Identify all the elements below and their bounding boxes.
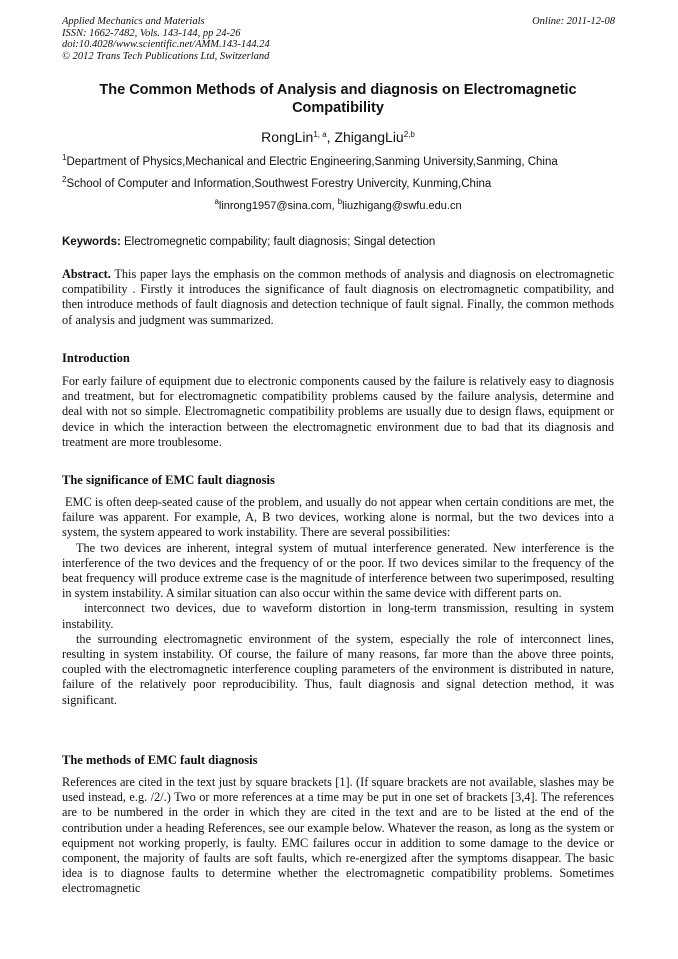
online-date: Online: 2011-12-08	[532, 16, 615, 27]
journal-doi: doi:10.4028/www.scientific.net/AMM.143-144.24	[62, 39, 270, 50]
email-b-sup: b	[337, 197, 343, 206]
author-1-name: RongLin	[261, 129, 314, 145]
keywords	[62, 235, 614, 249]
email-a-sup: a	[214, 197, 219, 206]
author-2-sup: 2,b	[403, 130, 415, 139]
abstract	[62, 267, 614, 328]
significance-paragraph-4: the surrounding electromagnetic environment of the system, especially the role of interconnect lines, resulting in system instability. Of course, the failure of many reasons, far more than the above three points, coupled with the electromagnetic interference coupling parameters of the environment is distributed in nature, failure of the relatively poor reproducibility. Thus, fault diagnosis and signal detection method, it was significant.	[62, 631, 614, 707]
methods-body	[62, 775, 614, 897]
affiliation-2	[62, 177, 622, 191]
journal-issn: ISSN: 1662-7482, Vols. 143-144, pp 24-26	[62, 27, 241, 39]
journal-copyright: © 2012 Trans Tech Publications Ltd, Switzerland	[62, 50, 270, 62]
email-b[interactable]: liuzhigang@swfu.edu.cn	[342, 200, 462, 212]
section-heading-introduction: Introduction	[62, 351, 130, 365]
introduction-body	[62, 374, 614, 450]
author-2-name: ZhigangLiu	[334, 129, 404, 145]
email-line	[62, 199, 614, 213]
abstract-text: This paper lays the emphasis on the common methods of analysis and diagnosis on electromagnetic compatibility . Firstly it introduces the significance of fault diagnosis on electromagnetic compatibility, and then introduce methods of fault diagnosis and detection technique of fault signal. Finally, the common methods of analysis and judgment was summarized.	[62, 267, 614, 327]
affiliation-1	[62, 155, 622, 169]
significance-paragraph-2: The two devices are inherent, integral system of mutual interference generated. New interference is the interference of the two devices and the frequency of or the poor. If two devices similar to the frequency of the beat frequency will produce extreme case is the magnitude of interference between two superimposed, resulting in system instability. A similar situation can also occur within the same device with different parts on.	[62, 540, 614, 601]
author-separator: ,	[326, 129, 335, 145]
keywords-label: Keywords:	[62, 236, 121, 248]
affiliation-2-text: School of Computer and Information,Southwest Forestry Univercity, Kunming,China	[66, 178, 492, 190]
abstract-label: Abstract.	[62, 267, 111, 281]
significance-paragraph-3: interconnect two devices, due to waveform distortion in long-term transmission, resulting in system instability.	[62, 601, 614, 631]
introduction-paragraph: For early failure of equipment due to electronic components caused by the failure is relatively easy to diagnosis and treatment, but for electromagnetic compatibility problems caused by the failure analysis, determine and deal with not so simple. Electromagnetic compatibility problems are usually due to design flaws, equipment or device in which the interaction between the electromagnetic environment due to bad that its diagnosis and treatment are more troublesome.	[62, 374, 614, 449]
section-heading-significance: The significance of EMC fault diagnosis	[62, 473, 275, 487]
affiliation-1-text: Department of Physics,Mechanical and Electric Engineering,Sanming University,Sanming, China	[66, 156, 558, 168]
email-a[interactable]: linrong1957@sina.com	[218, 200, 332, 212]
significance-paragraph-1: EMC is often deep-seated cause of the problem, and usually do not appear when certain conditions are met, the failure was apparent. For example, A, B two devices, working alone is normal, but the two devices into a system, the system appeared to work instability. There are several possibilities:	[62, 495, 614, 540]
author-1-sup: 1, a	[313, 130, 327, 139]
methods-paragraph-1: References are cited in the text just by square brackets [1]. (If square brackets are not available, slashes may be used instead, e.g. /2/.) Two or more references at a time may be put in one set of brackets [3,4]. The references are to be numbered in the order in which they are cited in the text and are to be listed at the end of the contribution under a heading References, see our example below. Whatever the reason, as long as the system or equipment not working properly, is faulty. EMC failures occur in addition to some damage to the device or component, the majority of faults are soft faults, which re-energized after the symptoms disappear. The basic idea is to diagnose faults to determine whether the electromagnetic compatibility problems. Sometimes electromagnetic	[62, 775, 614, 896]
journal-name: Applied Mechanics and Materials	[62, 16, 205, 27]
keywords-text: Electromegnetic compability; fault diagnosis; Singal detection	[120, 236, 436, 248]
paper-title: The Common Methods of Analysis and diagnosis on Electromagnetic Compatibility	[99, 82, 577, 116]
significance-body	[62, 495, 614, 708]
affiliation-1-sup: 1	[62, 153, 67, 162]
email-separator: ,	[331, 200, 338, 212]
author-line	[62, 128, 614, 146]
journal-header	[62, 16, 270, 62]
affiliation-2-sup: 2	[62, 175, 67, 184]
section-heading-methods: The methods of EMC fault diagnosis	[62, 753, 258, 767]
